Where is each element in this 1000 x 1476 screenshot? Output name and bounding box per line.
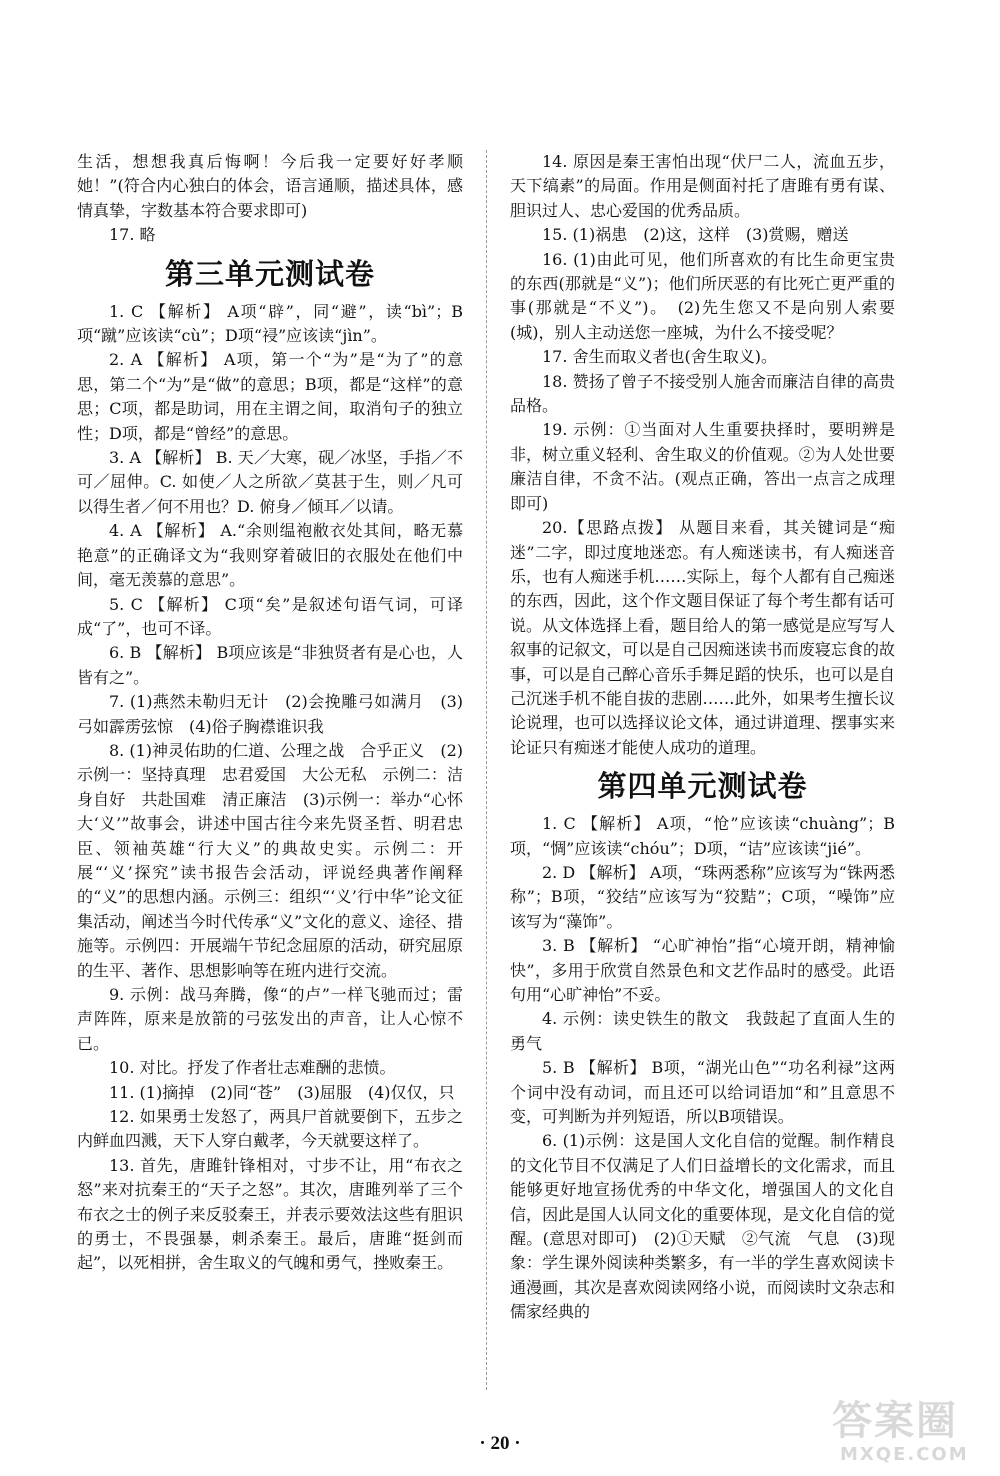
answer-paragraph: 1. C 【解析】 A项“辟”，同“避”，读“bì”；B项“蹴”应该读“cù”；D项“祲”应该读“jìn”。 — [77, 301, 463, 346]
page-number-value: 20 — [490, 1433, 510, 1454]
answer-paragraph: 4. A 【解析】 A.“余则缊袍敝衣处其间，略无慕艳意”的正确译文为“我则穿着破旧的衣服处在他们中间，毫无羡慕的意思”。 — [77, 521, 463, 590]
section-heading: 第四单元测试卷 — [597, 769, 808, 804]
answer-paragraph: 19. 示例：①当面对人生重要抉择时，要明辨是非，树立重义轻利、舍生取义的价值观。②为人处世要廉洁自律，不贪不沾。(观点正确，答出一点言之成理即可) — [510, 420, 895, 513]
column-divider — [486, 150, 487, 1390]
answer-paragraph: 11. (1)摘掉 (2)同“苍” (3)屈服 (4)仅仅，只 — [109, 1082, 455, 1102]
answer-paragraph: 16. (1)由此可见，他们所喜欢的有比生命更宝贵的东西(那就是“义”)；他们所厌恶的有比死亡更严重的事(那就是“不义”)。 (2)先生您又不是向别人索要(城)，别人主动送您一座城，为什么不接受呢？ — [510, 249, 895, 342]
answer-paragraph: 13. 首先，唐雎针锋相对，寸步不让，用“布衣之怒”来对抗秦王的“天子之怒”。其次，唐雎列举了三个布衣之士的例子来反驳秦王，并表示要效法这些有胆识的勇士，不畏强暴，刺杀秦王。最后，唐雎“挺剑而起”，以死相拼，舍生取义的气魄和勇气，挫败秦王。 — [77, 1155, 463, 1273]
answer-paragraph: 10. 对比。抒发了作者壮志难酬的悲愤。 — [109, 1058, 396, 1078]
page-number-dot-left: · — [479, 1433, 491, 1454]
answer-paragraph: 6. B 【解析】 B项应该是“非独贤者有是心也，人皆有之”。 — [77, 643, 463, 687]
answer-paragraph: 8. (1)神灵佑助的仁道、公理之战 合乎正义 (2)示例一：坚持真理 忠君爱国 大公无私 示例二：洁身自好 共赴国难 清正廉洁 (3)示例一：举办“心怀大‘义’”故事会，讲述中国古往今来先贤圣哲、明君忠臣、领袖英雄“行大义”的典故史实。示例二：开展“‘义’探究”读书报告会活动，评说经典著作阐释的“义”的思想内涵。示例三：组织“‘义’行中华”论文征集活动，阐述当今时代传承“义”文化的意义、途径、措施等。示例四：开展端午节纪念屈原的活动，研究屈原的生平、著作、思想影响等在班内进行交流。 — [77, 740, 463, 980]
answer-paragraph: 20.【思路点拨】 从题目来看，其关键词是“痴迷”二字，即过度地迷恋。有人痴迷读书，有人痴迷音乐，也有人痴迷手机……实际上，每个人都有自己痴迷的东西，因此，这个作文题目保证了每个考生都有话可说。从文体选择上看，题目给人的第一感觉是应写写人叙事的记叙文，可以是自己因痴迷读书而废寝忘食的故事，可以是自己醉心音乐手舞足蹈的快乐，也可以是自己沉迷手机不能自拔的悲剧……此外，如果考生擅长议论说理，也可以选择议论文体，通过讲道理、摆事实来论证只有痴迷才能使人成功的道理。 — [510, 518, 895, 757]
right-column — [510, 150, 895, 1325]
answer-paragraph: 生活，想想我真后悔啊！今后我一定要好好孝顺她！”(符合内心独白的体会，语言通顺，描述具体，感情真挚，字数基本符合要求即可) — [77, 152, 463, 220]
page-number-dot-right: · — [509, 1433, 521, 1454]
answer-paragraph: 2. A 【解析】 A项，第一个“为”是“为了”的意思，第二个“为”是“做”的意思；B项，都是“这样”的意思；C项，都是助词，用在主谓之间，取消句子的独立性；D项，都是“曾经”的意思。 — [77, 350, 463, 443]
answer-paragraph: 1. C 【解析】 A项，“怆”应该读“chuàng”；B项，“惆”应该读“chóu”；D项，“诘”应该读“jié”。 — [510, 814, 895, 858]
answer-paragraph: 17. 舍生而取义者也(舍生取义)。 — [542, 347, 778, 367]
answer-paragraph: 17. 略 — [109, 225, 156, 245]
watermark-url: MXQE.COM — [840, 1444, 969, 1465]
answer-paragraph: 18. 赞扬了曾子不接受别人施舍而廉洁自律的高贵品格。 — [510, 371, 895, 416]
answer-paragraph: 7. (1)燕然未勒归无计 (2)会挽雕弓如满月 (3)弓如霹雳弦惊 (4)俗子胸襟谁识我 — [77, 692, 463, 736]
answer-paragraph: 2. D 【解析】 A项，“珠两悉称”应该写为“铢两悉称”；B项，“狡结”应该写为“狡黠”；C项，“噪饰”应该写为“藻饰”。 — [510, 862, 895, 931]
answer-paragraph: 5. B 【解析】 B项，“湖光山色”“功名利禄”这两个词中没有动词，而且还可以给词语加“和”且意思不变，可判断为并列短语，所以B项错误。 — [510, 1058, 895, 1127]
answer-paragraph: 6. (1)示例：这是国人文化自信的觉醒。制作精良的文化节目不仅满足了人们日益增长的文化需求，而且能够更好地宣扬优秀的中华文化，增强国人的文化自信，因此是国人认同文化的重要体现，是文化自信的觉醒。(意思对即可) (2)①天赋 ②气流 气息 (3)现象：学生课外阅读种类繁多，有一半的学生喜欢阅读卡通漫画，其次是喜欢阅读网络小说，而阅读时文杂志和儒家经典的 — [510, 1131, 895, 1322]
watermark-logo — [832, 1398, 982, 1468]
answer-paragraph: 9. 示例：战马奔腾，像“的卢”一样飞驰而过；雷声阵阵，原来是放箭的弓弦发出的声音，让人心惊不已。 — [77, 985, 463, 1053]
answer-paragraph: 3. B 【解析】 “心旷神怡”指“心境开朗，精神愉快”，多用于欣赏自然景色和文艺作品时的感受。此语句用“心旷神怡”不妥。 — [510, 936, 895, 1004]
watermark-logo-text: 答案圈 — [832, 1398, 958, 1444]
answer-paragraph: 12. 如果勇士发怒了，两具尸首就要倒下，五步之内鲜血四溅，天下人穿白戴孝，今天就要这样了。 — [77, 1107, 463, 1151]
answer-paragraph: 5. C 【解析】 C项“矣”是叙述句语气词，可译成“了”，也可不译。 — [77, 594, 463, 638]
left-column — [77, 150, 463, 1276]
answer-paragraph: 15. (1)祸患 (2)这，这样 (3)赏赐，赠送 — [542, 225, 849, 245]
answer-paragraph: 14. 原因是秦王害怕出现“伏尸二人，流血五步，天下缟素”的局面。作用是侧面衬托了唐雎有勇有谋、胆识过人、忠心爱国的优秀品质。 — [510, 152, 895, 220]
answer-paragraph: 3. A 【解析】 B. 天／大寒，砚／冰坚，手指／不可／屈伸。C. 如使／人之所欲／莫甚于生，则／凡可以得生者／何不用也？D. 俯身／倾耳／以请。 — [77, 448, 463, 516]
section-heading: 第三单元测试卷 — [164, 256, 375, 291]
answer-paragraph: 4. 示例：读史铁生的散文 我鼓起了直面人生的勇气 — [510, 1009, 895, 1053]
